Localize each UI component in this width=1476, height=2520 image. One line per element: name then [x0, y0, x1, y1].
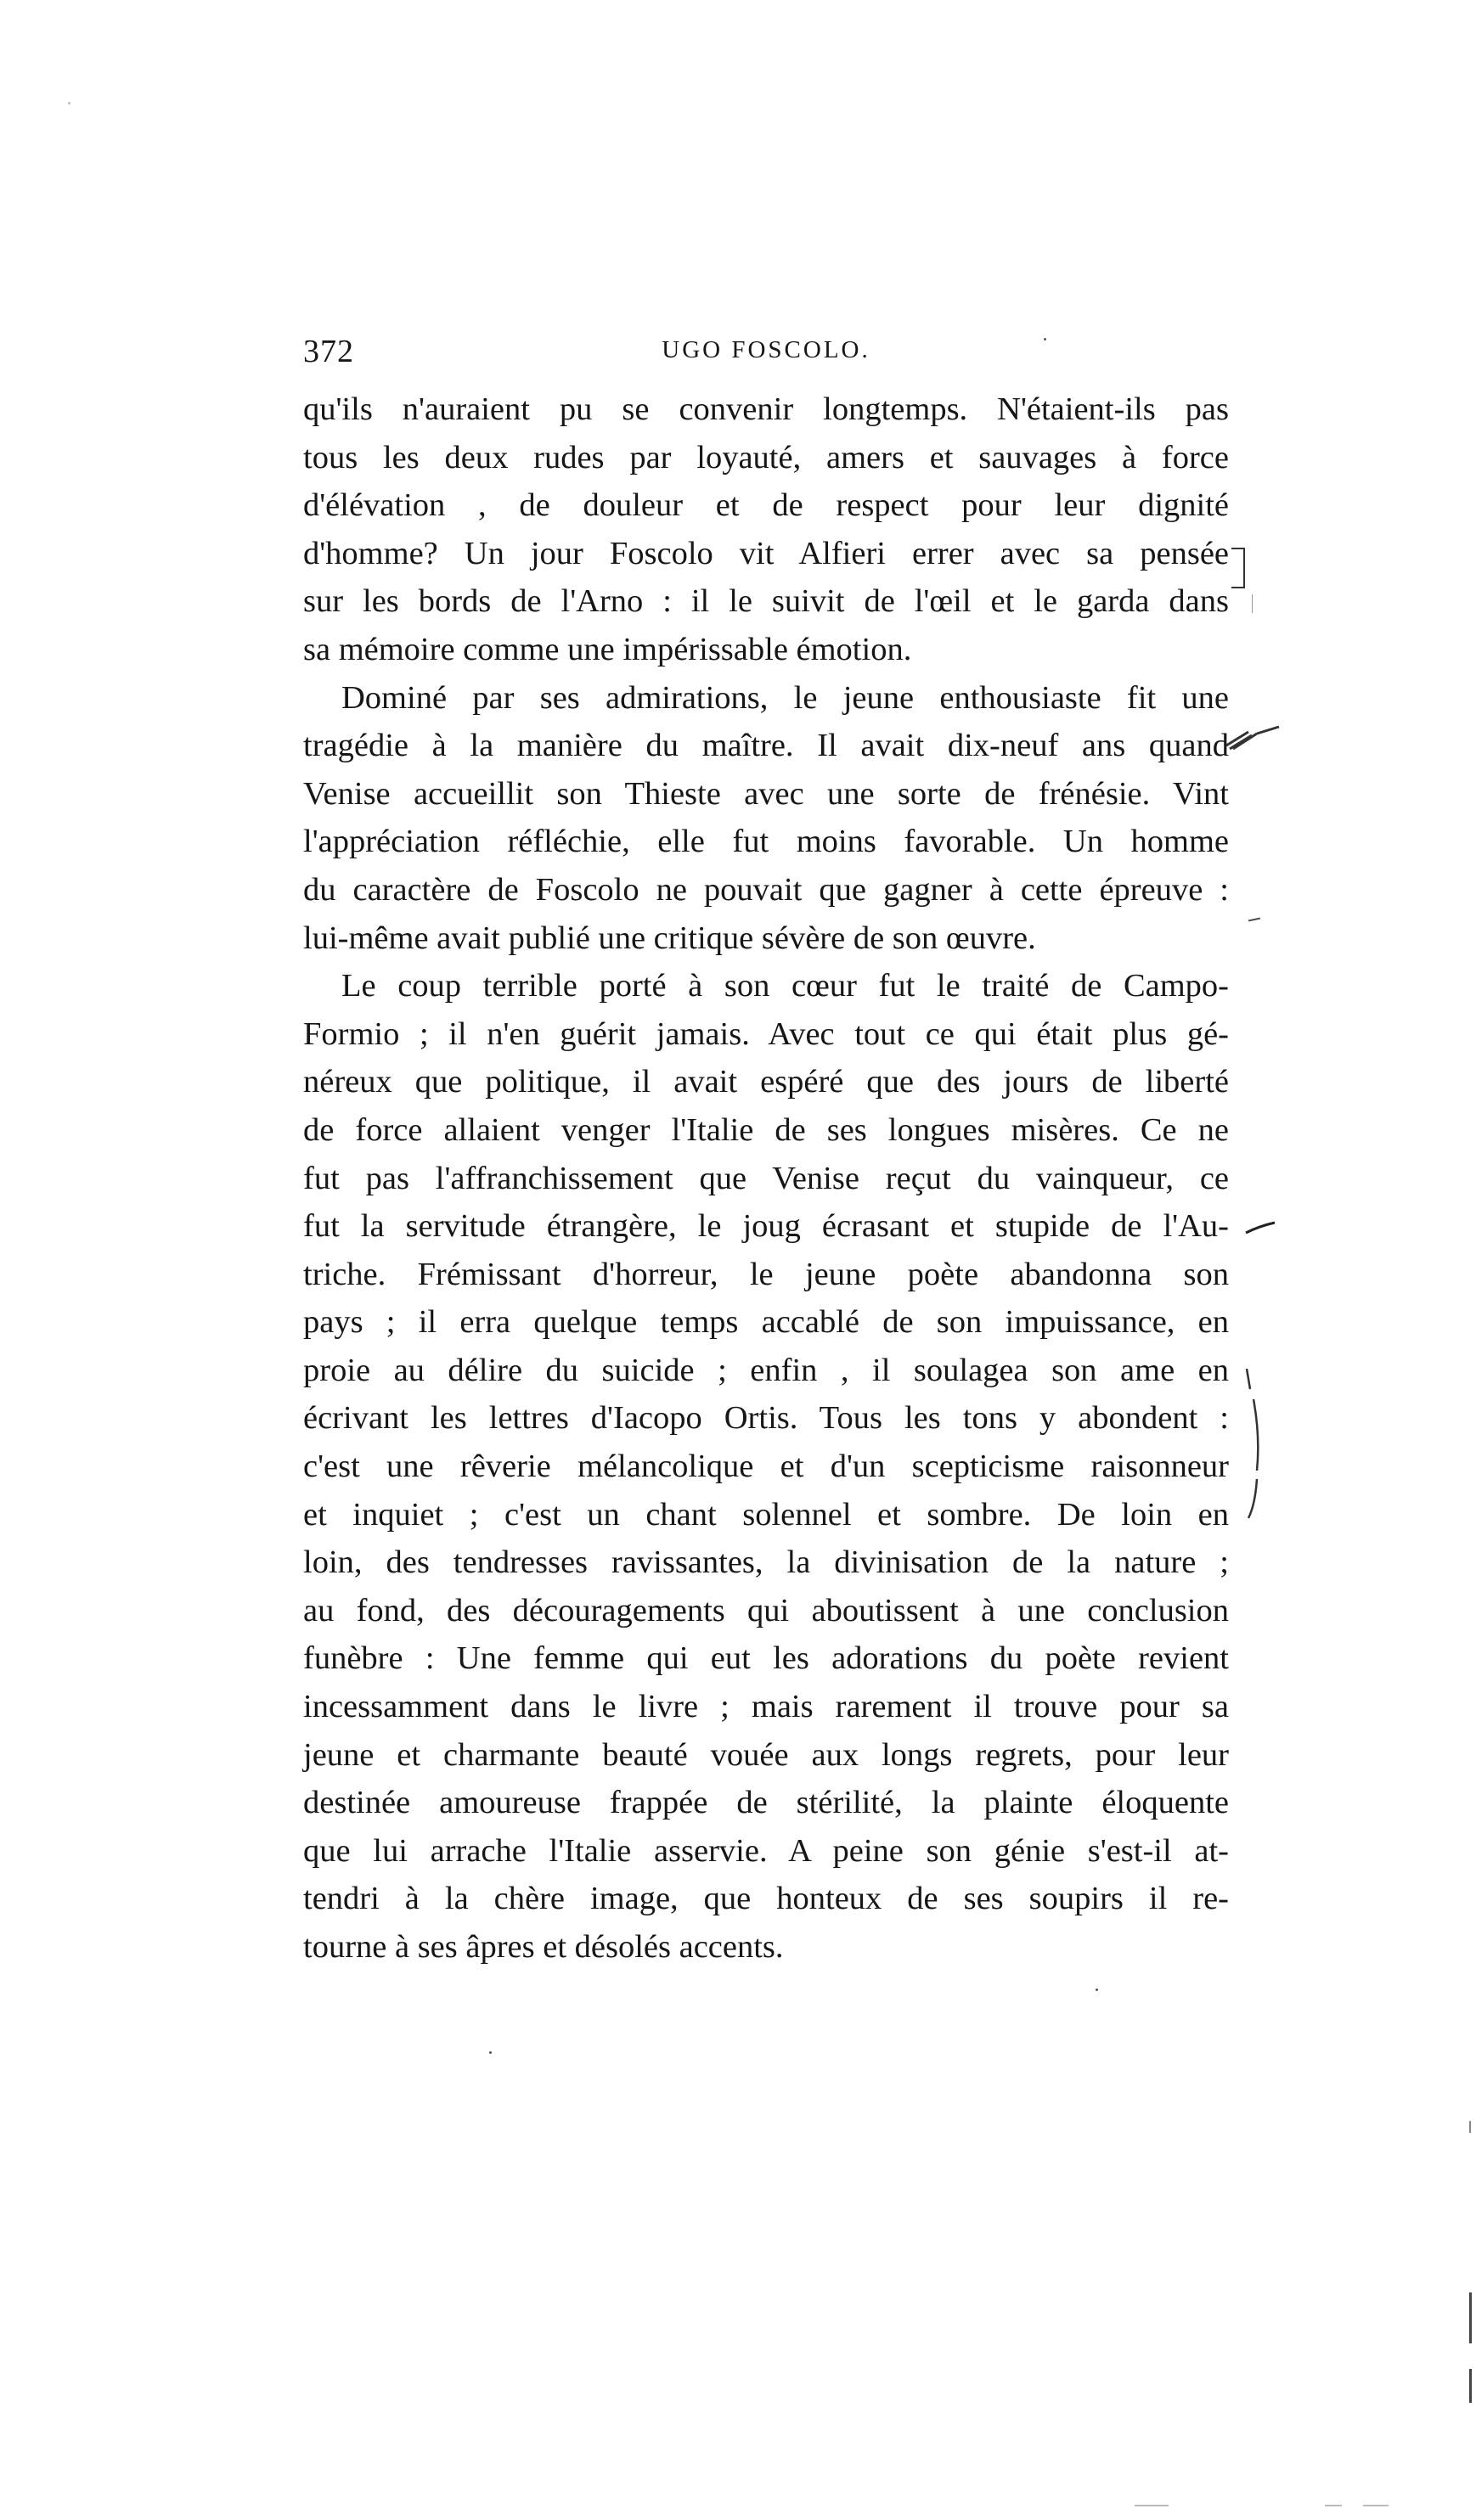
margin-dash-mark [1244, 1219, 1278, 1236]
text-line: tragédie à la manière du maître. Il avait dix-neuf ans quand [303, 728, 1229, 764]
body-text [303, 385, 1229, 1972]
edge-mark [1469, 2292, 1472, 2343]
text-line: que lui arrache l'Italie asservie. A peine son génie s'est-il at- [303, 1832, 1229, 1869]
text-line: Venise accueillit son Thieste avec une sorte de frénésie. Vint [303, 775, 1229, 812]
text-line: Le coup terrible porté à son cœur fut le traité de Campo- [341, 968, 1229, 1004]
text-line: fut pas l'affranchissement que Venise reçut du vainqueur, ce [303, 1160, 1229, 1196]
edge-mark [1469, 2121, 1471, 2133]
text-line: lui-même avait publié une critique sévère de son œuvre. [303, 920, 1036, 956]
text-line: triche. Frémissant d'horreur, le jeune poète abandonna son [303, 1256, 1229, 1292]
text-line: c'est une rêverie mélancolique et d'un scepticisme raisonneur [303, 1448, 1229, 1485]
text-line: qu'ils n'auraient pu se convenir longtemps. N'étaient-ils pas [303, 391, 1229, 427]
text-line: jeune et charmante beauté vouée aux longs regrets, pour leur [303, 1736, 1229, 1773]
scan-speck [1044, 338, 1046, 340]
scan-speck [1096, 1988, 1098, 1991]
margin-dash-mark [1248, 918, 1260, 922]
page-header [303, 333, 1229, 375]
text-line: au fond, des découragements qui aboutissent à une conclusion [303, 1592, 1229, 1628]
running-head: UGO FOSCOLO. [662, 336, 870, 363]
text-line: tourne à ses âpres et désolés accents. [303, 1929, 784, 1965]
text-line: Dominé par ses admirations, le jeune enthousiaste fit une [341, 679, 1229, 716]
text-line: du caractère de Foscolo ne pouvait que gagner à cette épreuve : [303, 871, 1229, 908]
page-number: 372 [303, 334, 354, 369]
text-line: destinée amoureuse frappée de stérilité, la plainte éloquente [303, 1785, 1229, 1821]
text-line: d'élévation , de douleur et de respect pour leur dignité [303, 487, 1229, 524]
margin-tick-mark [1252, 594, 1253, 613]
text-line: d'homme? Un jour Foscolo vit Alfieri errer avec sa pensée [303, 535, 1229, 571]
text-line: écrivant les lettres d'Iacopo Ortis. Tous les tons y abondent : [303, 1400, 1229, 1437]
text-line: funèbre : Une femme qui eut les adorations du poète revient [303, 1640, 1229, 1677]
edge-mark [1325, 2505, 1342, 2506]
text-line: Formio ; il n'en guérit jamais. Avec tout ce qui était plus gé- [303, 1015, 1229, 1052]
text-line: tous les deux rudes par loyauté, amers et sauvages à force [303, 439, 1229, 475]
edge-mark [1135, 2505, 1169, 2506]
text-line: de force allaient venger l'Italie de ses longues misères. Ce ne [303, 1111, 1229, 1148]
margin-pencil-squiggle [1223, 723, 1284, 752]
text-line: néreux que politique, il avait espéré que des jours de liberté [303, 1064, 1229, 1100]
scan-speck [68, 102, 70, 104]
text-line: tendri à la chère image, que honteux de ses soupirs il re- [303, 1881, 1229, 1917]
text-line: sa mémoire comme une impérissable émotion. [303, 631, 912, 667]
edge-mark [1363, 2505, 1389, 2506]
text-line: et inquiet ; c'est un chant solennel et sombre. De loin en [303, 1496, 1229, 1533]
text-line: incessamment dans le livre ; mais rarement il trouve pour sa [303, 1689, 1229, 1725]
scan-speck [489, 2051, 492, 2054]
edge-mark [1469, 2369, 1472, 2403]
text-line: l'appréciation réfléchie, elle fut moins favorable. Un homme [303, 824, 1229, 860]
margin-bracket-mark [1245, 1369, 1269, 1522]
margin-bracket-mark [1231, 548, 1245, 588]
text-line: pays ; il erra quelque temps accablé de son impuissance, en [303, 1304, 1229, 1341]
text-line: proie au délire du suicide ; enfin , il soulagea son ame en [303, 1352, 1229, 1388]
text-line: sur les bords de l'Arno : il le suivit de l'œil et le garda dans [303, 583, 1229, 620]
text-line: loin, des tendresses ravissantes, la divinisation de la nature ; [303, 1544, 1229, 1581]
text-line: fut la servitude étrangère, le joug écrasant et stupide de l'Au- [303, 1208, 1229, 1245]
